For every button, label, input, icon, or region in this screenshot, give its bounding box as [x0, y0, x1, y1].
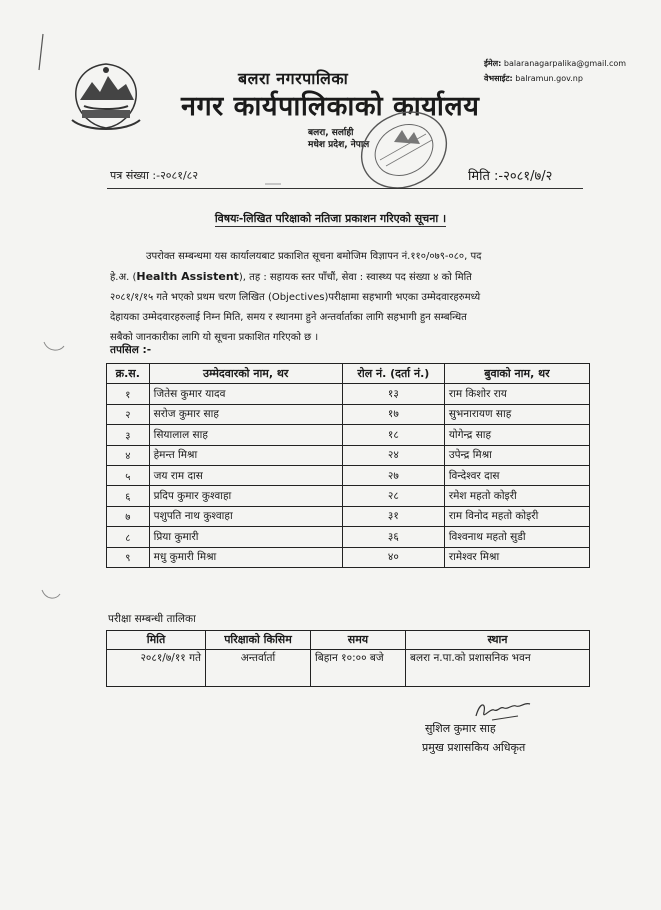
body-line-4: देहायका उम्मेदवारहरुलाई निम्न मिति, समय र स्थानमा हुने अन्तर्वार्ताका लागि सहभागी हुन सम्बन्धित — [110, 312, 467, 323]
roll-number: २४ — [342, 445, 444, 465]
serial-number: ४ — [107, 445, 150, 465]
father-name: राम किशोर राय — [444, 384, 589, 404]
body-line-5: सबैको जानकारीका लागि यो सूचना प्रकाशित गरिएको छ । — [110, 332, 319, 343]
header-roll-number: रोल नं. (दर्ता नं.) — [342, 364, 444, 384]
body-line-1: उपरोक्त सम्बन्धमा यस कार्यालयबाट प्रकाशित सूचना बमोजिम विज्ञापन नं.११०/०७९-०८०, पद — [146, 251, 482, 262]
exam-venue: बलरा न.पा.को प्रशासनिक भवन — [406, 650, 590, 687]
subject-text: विषयः-लिखित परिक्षाको नतिजा प्रकाशन गरिएको सूचना । — [214, 212, 447, 225]
father-name: राम विनोद महतो कोइरी — [444, 506, 589, 526]
signatory-name: सुशिल कुमार साह — [425, 722, 496, 735]
candidate-name: जय राम दास — [149, 465, 342, 485]
candidate-name: सियालाल साह — [149, 425, 342, 445]
candidate-name: प्रिया कुमारी — [149, 527, 342, 547]
body-line-3: २०८१/१/१५ गते भएको प्रथम चरण लिखित (Objectives)परीक्षामा सहभागी भएका उम्मेदवारहरुमध्ये — [110, 292, 481, 303]
roll-number: ३१ — [342, 506, 444, 526]
header-date: मिति — [107, 631, 206, 650]
municipality-name: बलरा नगरपालिका — [238, 69, 349, 88]
serial-number: ७ — [107, 506, 150, 526]
punch-mark — [40, 588, 62, 602]
candidate-name: मधु कुमारी मिश्रा — [149, 547, 342, 567]
office-stamp — [346, 110, 456, 196]
table-row — [107, 465, 590, 485]
serial-number: ८ — [107, 527, 150, 547]
email-label: ईमेल: — [484, 59, 502, 68]
body-line-2c: ), तह : सहायक स्तर पाँचौं, सेवा : स्वास्थ्य पद संख्या ४ को मिति — [238, 272, 472, 283]
header-candidate-name: उम्मेदवारको नाम, थर — [149, 364, 342, 384]
body-line-2 — [110, 267, 588, 288]
father-name: योगेन्द्र साह — [444, 425, 589, 445]
table-row — [107, 445, 590, 465]
candidate-name: जितेस कुमार यादव — [149, 384, 342, 404]
table-row — [107, 404, 590, 424]
roll-number: ४० — [342, 547, 444, 567]
table-header-row — [107, 631, 590, 650]
table-row — [107, 486, 590, 506]
exam-schedule-table — [106, 630, 590, 687]
serial-number: १ — [107, 384, 150, 404]
roll-number: २७ — [342, 465, 444, 485]
body-line-2a: हे.अ. ( — [110, 272, 137, 283]
notice-body — [110, 247, 588, 348]
email-row — [484, 56, 626, 71]
father-name: सुभनारायण साह — [444, 404, 589, 424]
candidates-table — [106, 363, 590, 568]
website-row — [484, 71, 626, 86]
candidate-name: हेमन्त मिश्रा — [149, 445, 342, 465]
table-row — [107, 506, 590, 526]
table-row — [107, 650, 590, 687]
exam-date: २०८१/७/११ गते — [107, 650, 206, 687]
office-title: नगर कार्यपालिकाको कार्यालय — [181, 91, 480, 122]
candidate-name: सरोज कुमार साह — [149, 404, 342, 424]
tapsil-label: तपसिल :- — [110, 344, 152, 356]
roll-number: १८ — [342, 425, 444, 445]
serial-number: ३ — [107, 425, 150, 445]
email-address: balaranagarpalika@gmail.com — [503, 59, 627, 68]
roll-number: १३ — [342, 384, 444, 404]
table-header-row — [107, 364, 590, 384]
father-name: उपेन्द्र मिश्रा — [444, 445, 589, 465]
table-row — [107, 384, 590, 404]
post-name-english: Health Assistent — [136, 270, 239, 283]
website-address: balramun.gov.np — [515, 74, 583, 83]
address-line-1: बलरा, सर्लाही — [308, 128, 354, 138]
serial-number: २ — [107, 404, 150, 424]
candidate-name: पशुपति नाथ कुश्वाहा — [149, 506, 342, 526]
header-exam-type: परिक्षाको किसिम — [206, 631, 311, 650]
punch-mark — [42, 340, 66, 354]
nepal-emblem-logo — [66, 60, 146, 132]
father-name: रामेश्वर मिश्रा — [444, 547, 589, 567]
header-divider — [107, 188, 583, 189]
roll-number: २८ — [342, 486, 444, 506]
roll-number: ३६ — [342, 527, 444, 547]
ink-mark — [265, 182, 281, 186]
exam-schedule-heading: परीक्षा सम्बन्धी तालिका — [108, 613, 196, 625]
roll-number: १७ — [342, 404, 444, 424]
contact-info — [484, 56, 626, 86]
letter-number: पत्र संख्या :-२०८१/८२ — [110, 169, 199, 182]
serial-number: ६ — [107, 486, 150, 506]
table-row — [107, 527, 590, 547]
exam-time: बिहान १०:०० बजे — [311, 650, 406, 687]
father-name: विन्देश्वर दास — [444, 465, 589, 485]
website-label: वेभसाईट: — [484, 74, 513, 83]
exam-type: अन्तर्वार्ता — [206, 650, 311, 687]
table-row — [107, 425, 590, 445]
table-row — [107, 547, 590, 567]
father-name: विश्वनाथ महतो सुडी — [444, 527, 589, 547]
candidate-name: प्रदिप कुमार कुश्वाहा — [149, 486, 342, 506]
header-venue: स्थान — [406, 631, 590, 650]
header-serial: क्र.स. — [107, 364, 150, 384]
father-name: रमेश महतो कोइरी — [444, 486, 589, 506]
pen-mark — [36, 32, 46, 72]
letter-date: मिति :-२०८१/७/२ — [468, 169, 553, 184]
notice-subject — [0, 211, 661, 226]
header-time: समय — [311, 631, 406, 650]
serial-number: ९ — [107, 547, 150, 567]
serial-number: ५ — [107, 465, 150, 485]
signatory-title: प्रमुख प्रशासकिय अधिकृत — [422, 741, 526, 754]
address-line-2: मधेश प्रदेश, नेपाल — [308, 140, 370, 150]
header-father-name: बुवाको नाम, थर — [444, 364, 589, 384]
